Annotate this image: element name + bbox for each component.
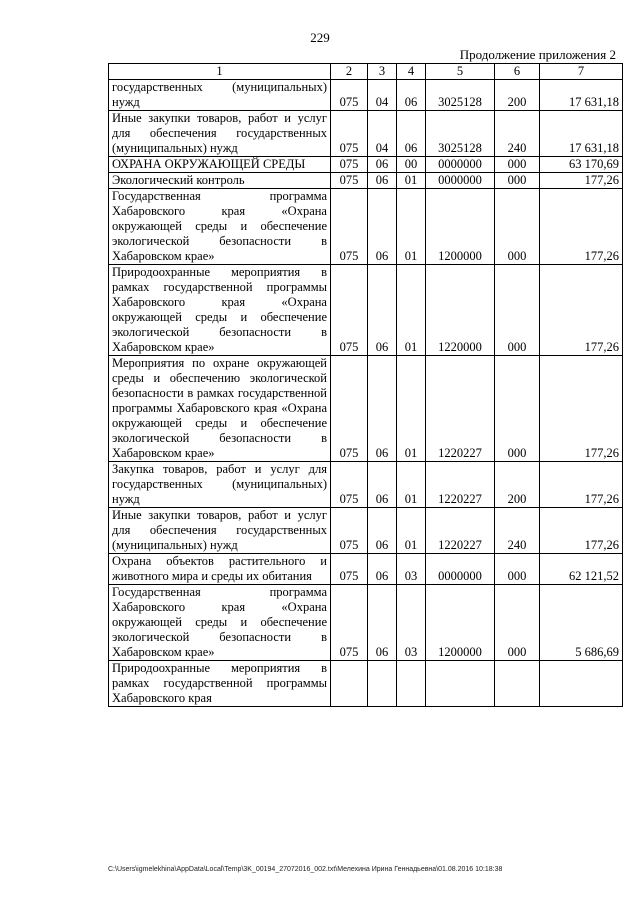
row-name-cell: Природоохранные мероприятия в рамках государственной программы Хабаровского края «Охрана окружающей среды и обеспечение экологической безопасности в Хабаровском крае» (109, 265, 331, 356)
row-name-cell: государственных (муниципальных) нужд (109, 80, 331, 111)
target-item-cell: 0000000 (426, 554, 495, 585)
grbs-code-cell: 075 (331, 462, 368, 508)
expense-type-cell: 000 (495, 554, 540, 585)
subsection-cell: 06 (397, 80, 426, 111)
grbs-code-cell: 075 (331, 356, 368, 462)
grbs-code-cell: 075 (331, 80, 368, 111)
target-item-cell: 1220227 (426, 356, 495, 462)
section-cell: 04 (368, 80, 397, 111)
expense-type-cell: 200 (495, 80, 540, 111)
column-header: 2 (331, 64, 368, 80)
amount-cell: 63 170,69 (540, 157, 623, 173)
section-cell: 06 (368, 157, 397, 173)
row-name-cell: Мероприятия по охране окружающей среды и обеспечению экологической безопасности в рамках государственной программы Хабаровского края «Охрана окружающей среды и обеспечение экологической безопасности в Хабаровском крае» (109, 356, 331, 462)
subsection-cell: 01 (397, 462, 426, 508)
column-header: 6 (495, 64, 540, 80)
table-row (109, 508, 623, 554)
row-name-cell: Государственная программа Хабаровского края «Охрана окружающей среды и обеспечение экологической безопасности в Хабаровском крае» (109, 585, 331, 661)
target-item-cell: 1220227 (426, 462, 495, 508)
page-number: 229 (310, 30, 330, 45)
subsection-cell: 01 (397, 356, 426, 462)
row-name-cell: Экологический контроль (109, 173, 331, 189)
grbs-code-cell: 075 (331, 508, 368, 554)
target-item-cell: 1200000 (426, 585, 495, 661)
section-cell: 06 (368, 173, 397, 189)
amount-cell: 5 686,69 (540, 585, 623, 661)
subsection-cell: 03 (397, 554, 426, 585)
row-name-cell: Иные закупки товаров, работ и услуг для обеспечения государственных (муниципальных) нужд (109, 111, 331, 157)
section-cell (368, 661, 397, 707)
section-cell: 06 (368, 554, 397, 585)
subsection-cell: 01 (397, 265, 426, 356)
grbs-code-cell: 075 (331, 265, 368, 356)
table-row (109, 173, 623, 189)
grbs-code-cell: 075 (331, 157, 368, 173)
target-item-cell: 1200000 (426, 189, 495, 265)
grbs-code-cell: 075 (331, 173, 368, 189)
target-item-cell: 3025128 (426, 111, 495, 157)
expense-type-cell: 200 (495, 462, 540, 508)
expense-type-cell: 000 (495, 356, 540, 462)
target-item-cell (426, 661, 495, 707)
subsection-cell: 01 (397, 508, 426, 554)
expense-type-cell: 000 (495, 265, 540, 356)
section-cell: 06 (368, 585, 397, 661)
table-row (109, 585, 623, 661)
budget-table (108, 63, 623, 707)
table-row (109, 661, 623, 707)
grbs-code-cell: 075 (331, 189, 368, 265)
amount-cell: 17 631,18 (540, 80, 623, 111)
amount-cell: 177,26 (540, 173, 623, 189)
subsection-cell: 01 (397, 173, 426, 189)
subsection-cell: 01 (397, 189, 426, 265)
expense-type-cell (495, 661, 540, 707)
amount-cell: 177,26 (540, 356, 623, 462)
column-header: 7 (540, 64, 623, 80)
subsection-cell: 03 (397, 585, 426, 661)
row-name-cell: Охрана объектов растительного и животного мира и среды их обитания (109, 554, 331, 585)
grbs-code-cell: 075 (331, 111, 368, 157)
expense-type-cell: 000 (495, 173, 540, 189)
section-cell: 06 (368, 189, 397, 265)
amount-cell: 17 631,18 (540, 111, 623, 157)
target-item-cell: 1220000 (426, 265, 495, 356)
footer-file-path: C:\Users\igmelekhina\AppData\Local\Temp\3K_00194_27072016_002.txt\Мелехина Ирина Геннадьевна\01.08.2016 10:18:38 (108, 866, 503, 873)
grbs-code-cell: 075 (331, 585, 368, 661)
amount-cell: 177,26 (540, 508, 623, 554)
target-item-cell: 0000000 (426, 173, 495, 189)
subsection-cell: 06 (397, 111, 426, 157)
subsection-cell: 00 (397, 157, 426, 173)
amount-cell: 62 121,52 (540, 554, 623, 585)
table-row (109, 462, 623, 508)
table-row (109, 265, 623, 356)
column-header: 4 (397, 64, 426, 80)
column-header: 5 (426, 64, 495, 80)
amount-cell: 177,26 (540, 265, 623, 356)
grbs-code-cell: 075 (331, 554, 368, 585)
section-cell: 06 (368, 265, 397, 356)
amount-cell (540, 661, 623, 707)
column-header: 1 (109, 64, 331, 80)
row-name-cell: ОХРАНА ОКРУЖАЮЩЕЙ СРЕДЫ (109, 157, 331, 173)
row-name-cell: Природоохранные мероприятия в рамках государственной программы Хабаровского края (109, 661, 331, 707)
expense-type-cell: 000 (495, 189, 540, 265)
table-row (109, 157, 623, 173)
grbs-code-cell (331, 661, 368, 707)
table-header-row (109, 64, 623, 80)
section-cell: 06 (368, 356, 397, 462)
continuation-label: Продолжение приложения 2 (459, 47, 616, 62)
column-header: 3 (368, 64, 397, 80)
row-name-cell: Иные закупки товаров, работ и услуг для обеспечения государственных (муниципальных) нужд (109, 508, 331, 554)
amount-cell: 177,26 (540, 189, 623, 265)
table-row (109, 111, 623, 157)
section-cell: 06 (368, 508, 397, 554)
expense-type-cell: 240 (495, 508, 540, 554)
target-item-cell: 0000000 (426, 157, 495, 173)
table-row (109, 80, 623, 111)
target-item-cell: 3025128 (426, 80, 495, 111)
target-item-cell: 1220227 (426, 508, 495, 554)
amount-cell: 177,26 (540, 462, 623, 508)
section-cell: 04 (368, 111, 397, 157)
expense-type-cell: 240 (495, 111, 540, 157)
subsection-cell (397, 661, 426, 707)
section-cell: 06 (368, 462, 397, 508)
table-row (109, 189, 623, 265)
expense-type-cell: 000 (495, 585, 540, 661)
row-name-cell: Государственная программа Хабаровского края «Охрана окружающей среды и обеспечение экологической безопасности в Хабаровском крае» (109, 189, 331, 265)
row-name-cell: Закупка товаров, работ и услуг для государственных (муниципальных) нужд (109, 462, 331, 508)
table-row (109, 356, 623, 462)
table-row (109, 554, 623, 585)
expense-type-cell: 000 (495, 157, 540, 173)
